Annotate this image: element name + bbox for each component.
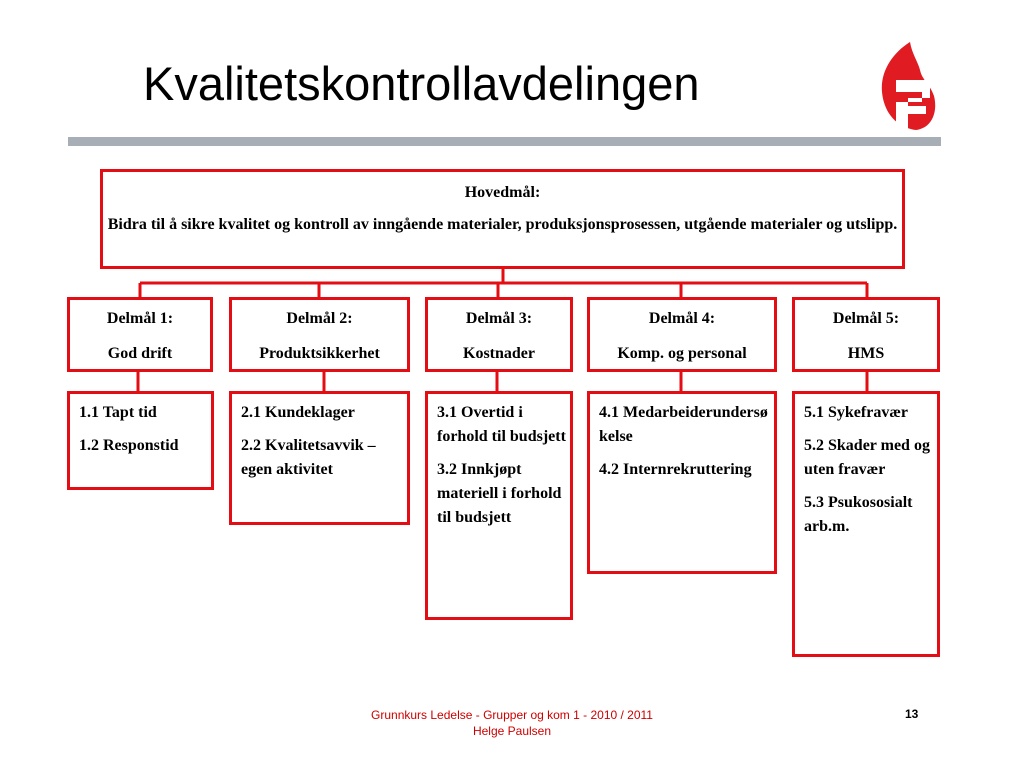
subgoal-box-2: [229, 391, 410, 525]
subgoal-item: 5.1 Sykefravær: [804, 404, 908, 421]
main-goal-box: [100, 169, 905, 269]
goal-box-1: [67, 297, 213, 372]
subgoal-item: 5.2 Skader med og uten fravær: [804, 437, 930, 478]
subgoal-item: 2.1 Kundeklager: [241, 404, 355, 421]
goal-name: HMS: [847, 345, 885, 362]
goal-title: Delmål 4:: [648, 310, 716, 327]
goal-title: Delmål 3:: [465, 310, 533, 327]
main-goal-text: Bidra til å sikre kvalitet og kontroll av inngående materialer, produksjonsprosessen, utgående materialer og utslipp.: [107, 216, 898, 233]
subgoal-item: 4.1 Medarbeiderundersøkelse: [599, 404, 768, 445]
goal-name: Produktsikkerhet: [259, 345, 380, 362]
page-title: Kvalitetskontrollavdelingen: [143, 57, 700, 110]
main-goal-heading: Hovedmål:: [464, 184, 541, 201]
goal-name: God drift: [107, 345, 173, 362]
subgoal-item: 5.3 Psukososialt arb.m.: [804, 494, 913, 535]
subgoal-item: 1.2 Responstid: [79, 437, 179, 454]
goal-box-2: [229, 297, 410, 372]
goal-box-5: [792, 297, 940, 372]
footer: [312, 707, 712, 739]
goal-box-3: [425, 297, 573, 372]
page-number: 13: [905, 707, 919, 721]
goal-box-4: [587, 297, 777, 372]
subgoal-item: 3.2 Innkjøpt materiell i forhold til budsjett: [437, 461, 562, 526]
goal-title: Delmål 2:: [286, 310, 353, 327]
goal-name: Komp. og personal: [617, 345, 747, 362]
subgoal-item: 1.1 Tapt tid: [79, 404, 157, 421]
footer-author: Helge Paulsen: [472, 724, 552, 738]
subgoal-box-4: [587, 391, 777, 574]
goal-name: Kostnader: [463, 345, 535, 362]
subgoal-box-1: [67, 391, 214, 490]
subgoal-box-3: [425, 391, 573, 620]
subgoal-item: 4.2 Internrekruttering: [599, 461, 752, 478]
subgoal-item: 3.1 Overtid i forhold til budsjett: [437, 404, 566, 445]
goal-title: Delmål 1:: [106, 310, 174, 327]
subgoal-box-5: [792, 391, 940, 657]
footer-course: Grunnkurs Ledelse - Grupper og kom 1 - 2010 / 2011: [371, 708, 653, 722]
goal-title: Delmål 5:: [832, 310, 900, 327]
subgoal-item: 2.2 Kvalitetsavvik – egen aktivitet: [241, 437, 376, 478]
